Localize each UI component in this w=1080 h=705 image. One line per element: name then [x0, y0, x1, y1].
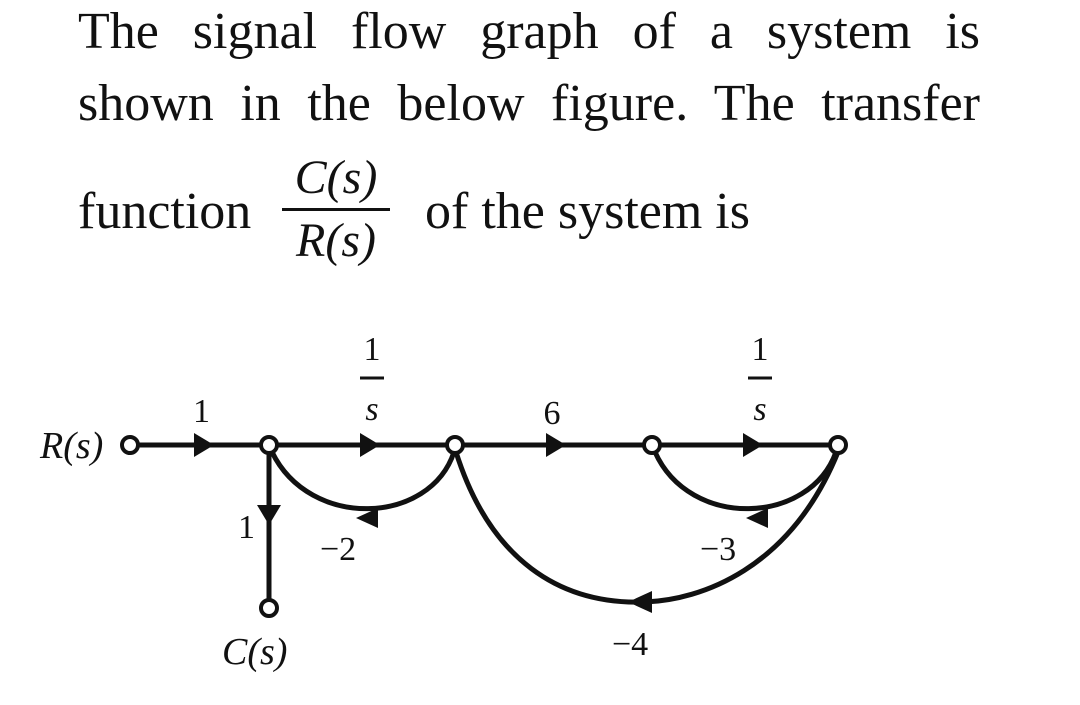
- gain-feedback-minus-2: −2: [320, 531, 357, 568]
- node-input: [122, 437, 138, 453]
- output-label: C(s): [222, 631, 288, 673]
- node-3: [644, 437, 660, 453]
- gain-integrator-1-num: 1: [363, 331, 381, 368]
- arrow-integrator-1: [360, 433, 380, 457]
- feedback-loop-minus-4: [456, 452, 838, 602]
- feedback-loop-minus-2: [272, 452, 454, 509]
- question-line-2: shown in the below figure. The transfer: [78, 75, 980, 132]
- gain-integrator-2-num: 1: [751, 331, 769, 368]
- gain-6-label: 6: [543, 395, 561, 432]
- gain-output-label: 1: [238, 509, 255, 546]
- question-line-3-prefix: function: [78, 183, 252, 240]
- gain-integrator-1-den: s: [365, 391, 379, 428]
- feedback-loop-minus-3: [655, 452, 836, 509]
- gain-feedback-minus-4: −4: [612, 626, 649, 663]
- gain-integrator-2-den: s: [753, 391, 767, 428]
- fraction-numerator: C(s): [294, 151, 378, 204]
- gain-input-label: 1: [193, 393, 210, 430]
- question-line-1: The signal flow graph of a system is: [78, 3, 980, 60]
- node-1: [261, 437, 277, 453]
- arrow-feedback-minus-4: [628, 591, 652, 613]
- question-line-3-suffix: of the system is: [425, 183, 750, 240]
- arrow-integrator-2: [743, 433, 763, 457]
- arrow-output: [257, 505, 281, 525]
- arrow-input: [194, 433, 214, 457]
- node-4: [830, 437, 846, 453]
- fraction-denominator: R(s): [296, 214, 376, 267]
- arrow-gain-6: [546, 433, 566, 457]
- node-output: [261, 600, 277, 616]
- input-label: R(s): [40, 425, 104, 467]
- gain-feedback-minus-3: −3: [700, 531, 737, 568]
- node-2: [447, 437, 463, 453]
